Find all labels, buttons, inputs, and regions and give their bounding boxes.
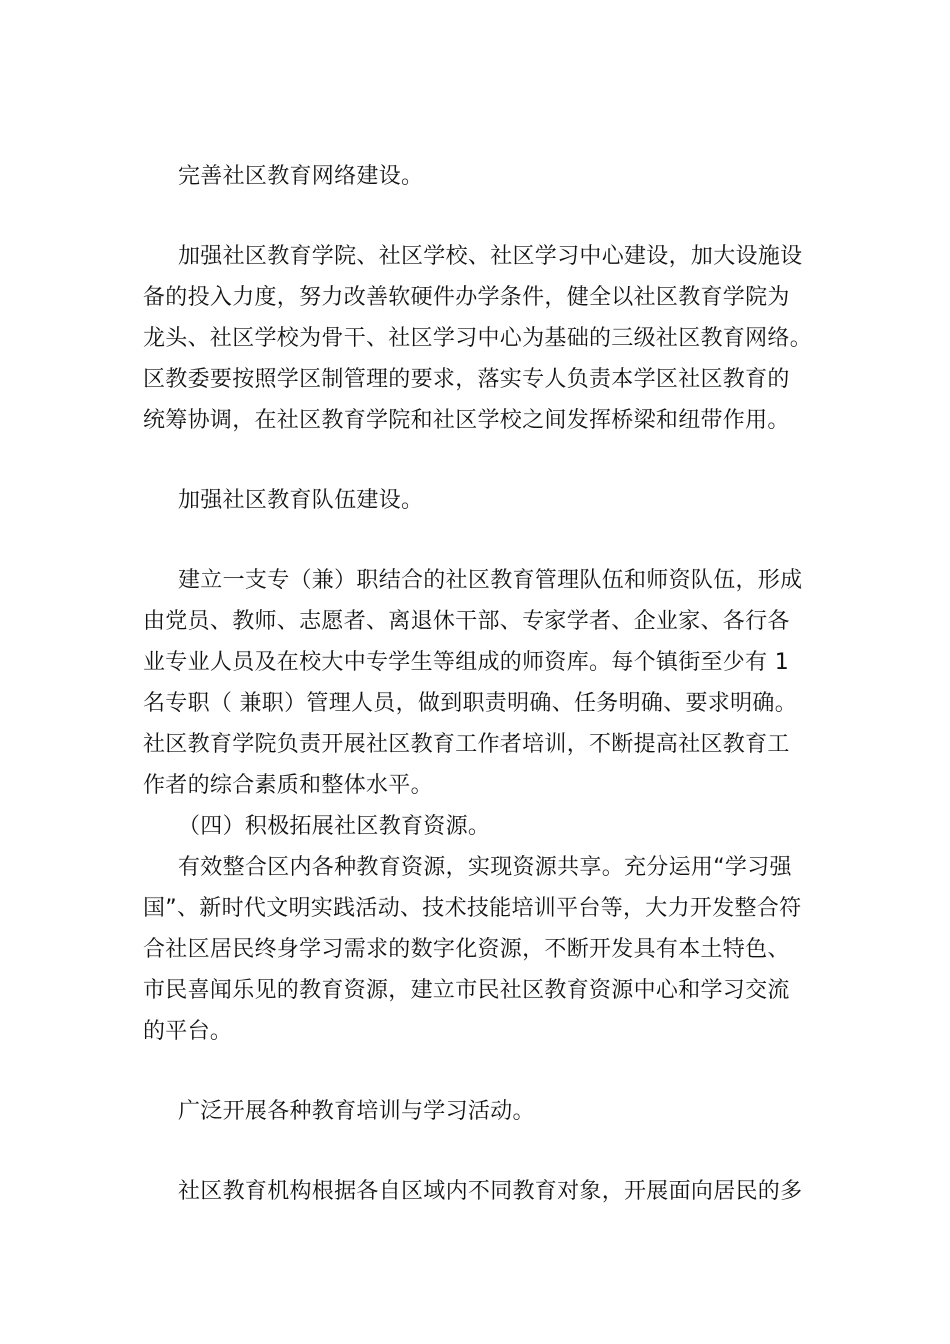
text-line: 加强社区教育队伍建设。 [178, 488, 424, 513]
text-line: 社区教育学院负责开展社区教育工作者培训，不断提高社区教育工 [143, 732, 790, 757]
text-line: 的平台。 [143, 1019, 233, 1044]
text-line: 合社区居民终身学习需求的数字化资源，不断开发具有本土特色、 [143, 937, 790, 962]
heading-network [143, 156, 811, 197]
text-line: 市民喜闻乐见的教育资源，建立市民社区教育资源中心和学习交流 [143, 978, 790, 1003]
text-line: 区教委要按照学区制管理的要求，落实专人负责本学区社区教育的 [143, 367, 790, 392]
heading-resources [143, 806, 811, 847]
text-line: 国”、新时代文明实践活动、技术技能培训平台等，大力开发整合符 [143, 896, 802, 921]
paragraph-network [143, 236, 811, 441]
text-line: 统筹协调，在社区教育学院和社区学校之间发挥桥梁和纽带作用。 [143, 408, 790, 433]
text-line: 加强社区教育学院、社区学校、社区学习中心建设，加大设施设 [178, 244, 803, 269]
text-line: （四）积极拓展社区教育资源。 [178, 814, 491, 839]
text-line: 社区教育机构根据各自区域内不同教育对象，开展面向居民的多 [178, 1179, 803, 1204]
text-line: 业专业人员及在校大中专学生等组成的师资库。每个镇街至少有 1 [143, 650, 789, 675]
text-line: 由党员、教师、志愿者、离退休干部、专家学者、企业家、各行各 [143, 609, 790, 634]
text-line: 名专职（ 兼职）管理人员，做到职责明确、任务明确、要求明确。 [143, 691, 797, 716]
text-line: 完善社区教育网络建设。 [178, 164, 424, 189]
paragraph-resources [143, 847, 811, 1052]
text-line: 建立一支专（兼）职结合的社区教育管理队伍和师资队伍，形成 [178, 568, 803, 593]
paragraph-team [143, 560, 811, 806]
text-line: 有效整合区内各种教育资源，实现资源共享。充分运用“学习强 [178, 855, 792, 880]
heading-team [143, 480, 811, 521]
text-line: 作者的综合素质和整体水平。 [143, 773, 433, 798]
text-line: 备的投入力度，努力改善软硬件办学条件，健全以社区教育学院为 [143, 285, 790, 310]
heading-activities [143, 1091, 811, 1132]
text-line: 龙头、社区学校为骨干、社区学习中心为基础的三级社区教育网络。 [143, 326, 813, 351]
paragraph-activities [143, 1171, 811, 1212]
text-line: 广泛开展各种教育培训与学习活动。 [178, 1099, 535, 1124]
